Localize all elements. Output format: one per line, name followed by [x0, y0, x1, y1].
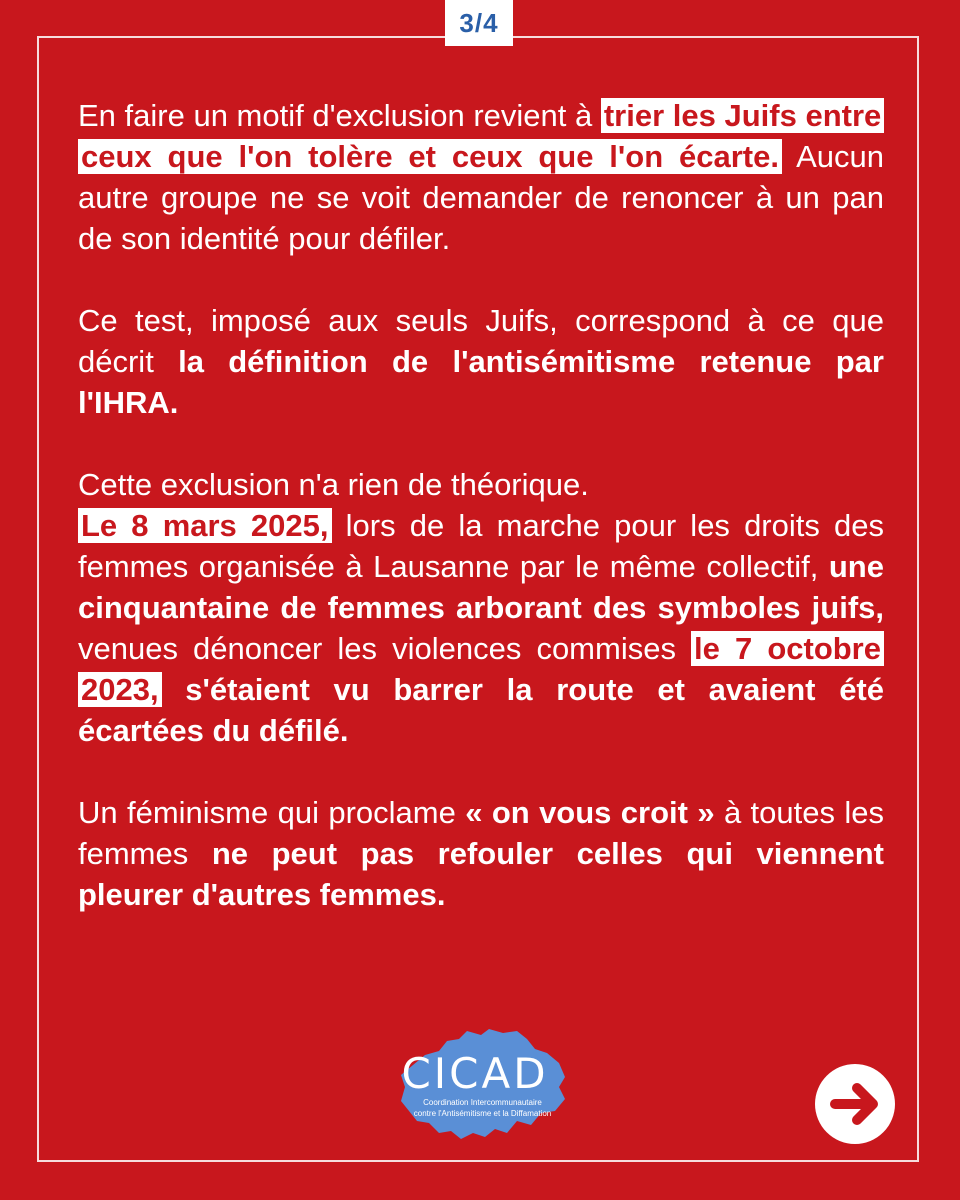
paragraph-3 — [78, 464, 884, 505]
text-segment: à toutes les femmes — [78, 795, 884, 871]
paragraph-1 — [78, 95, 884, 259]
paragraph-5 — [78, 792, 884, 915]
bold-text: ne peut pas refouler celles qui viennent pleurer d'autres femmes. — [78, 836, 885, 912]
highlighted-date: Le 8 mars 2025, — [78, 508, 332, 543]
text-segment: Ce test, imposé aux seuls Juifs, correspond à ce que décrit — [78, 303, 884, 379]
text-segment: venues dénoncer les violences commises — [78, 631, 692, 666]
bold-text: une cinquantaine de femmes arborant des symboles juifs, — [78, 549, 884, 625]
text-segment: Aucun autre groupe ne se voit demander de renoncer à un pan de son identité pour défiler. — [78, 139, 884, 256]
next-slide-button[interactable] — [815, 1064, 895, 1144]
text-segment: Un féminisme qui proclame — [78, 795, 466, 830]
logo-subtitle: contre l'Antisémitisme et la Diffamation — [413, 1109, 552, 1118]
logo-subtitle: Coordination Intercommunautaire — [423, 1098, 542, 1107]
bold-text: la définition de l'antisémitisme retenue par l'IHRA. — [78, 344, 884, 420]
logo-name: CICAD — [401, 1049, 549, 1098]
text-segment: Cette exclusion n'a rien de théorique. — [78, 467, 589, 502]
bold-text: « on vous croit » — [465, 795, 715, 830]
article-body — [78, 95, 884, 956]
arrow-right-icon — [815, 1064, 895, 1144]
text-segment: lors de la marche pour les droits des femmes organisée à Lausanne par le même collectif, — [78, 508, 884, 584]
cicad-logo — [395, 1025, 570, 1145]
highlighted-date: le 7 octobre 2023, — [78, 631, 884, 707]
text-segment: En faire un motif d'exclusion revient à — [78, 98, 601, 133]
paragraph-4 — [78, 505, 884, 751]
bold-text: s'étaient vu barrer la route et avaient été écartées du défilé. — [78, 672, 884, 748]
page-indicator: 3/4 — [445, 0, 513, 46]
paragraph-2 — [78, 300, 884, 423]
highlighted-text: trier les Juifs entre ceux que l'on tolère et ceux que l'on écarte. — [78, 98, 884, 174]
